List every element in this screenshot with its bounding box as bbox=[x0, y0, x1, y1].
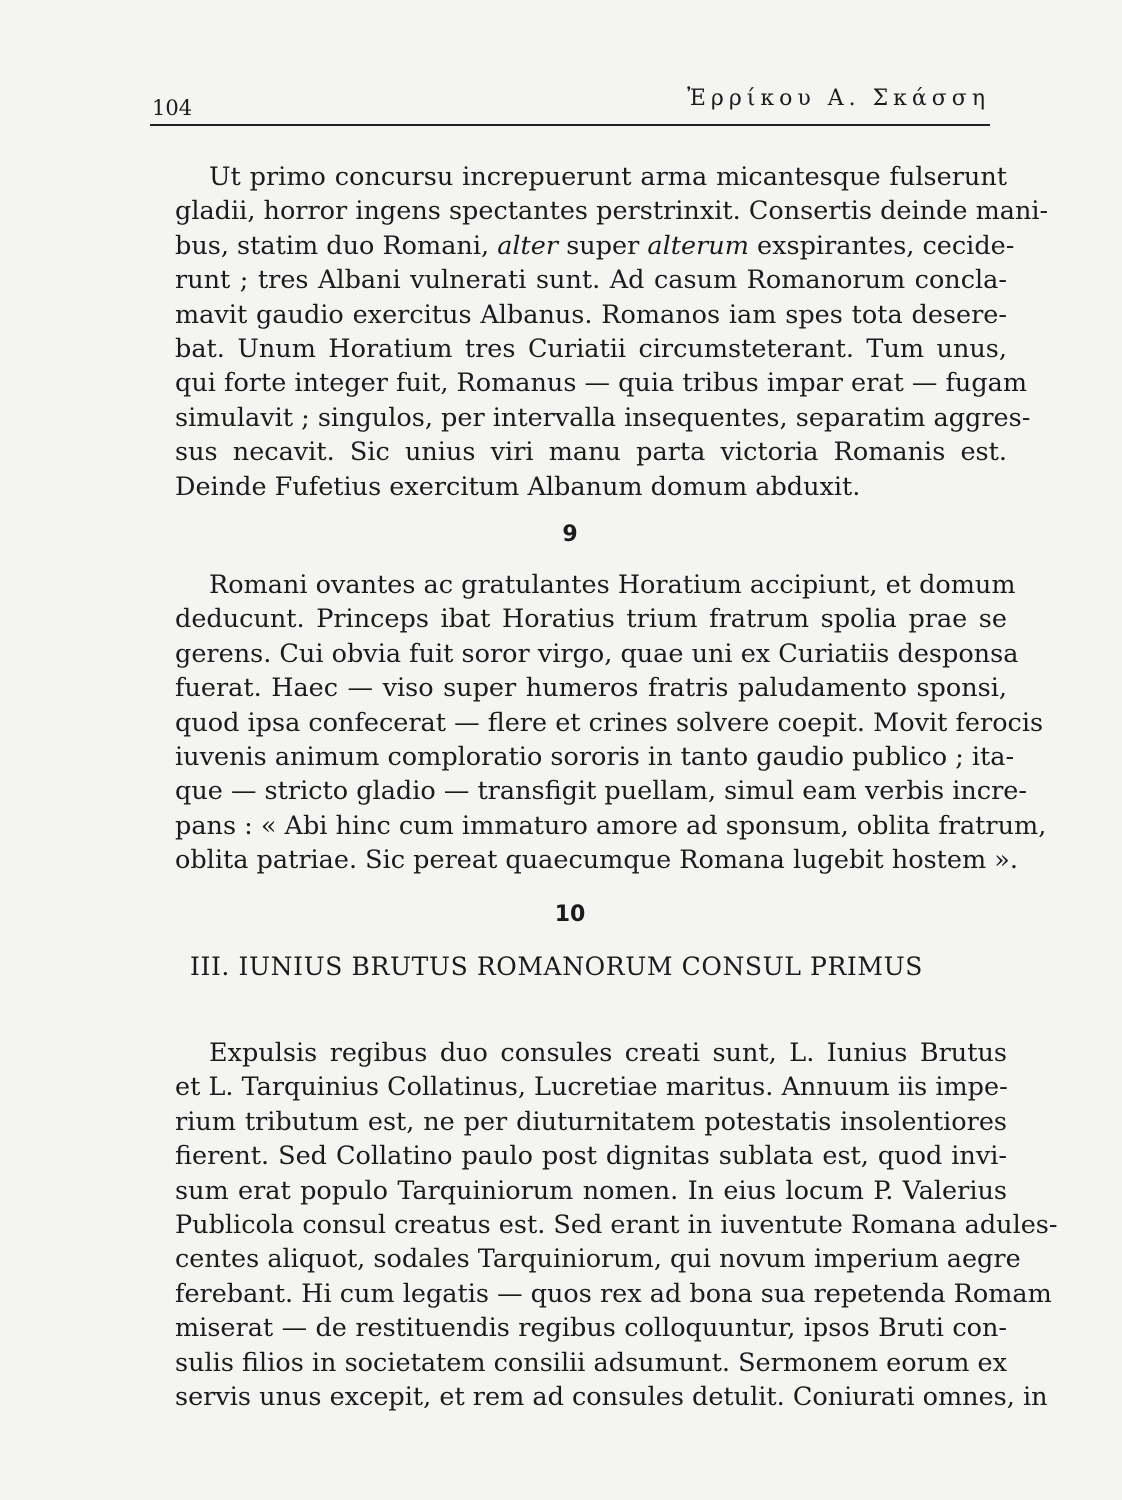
text-line: runt ; tres Albani vulnerati sunt. Ad casum Romanorum concla- bbox=[175, 265, 1007, 296]
text-line: sus necavit. Sic unius viri manu parta victoria Romanis est. bbox=[175, 437, 1007, 468]
text-line: gladii, horror ingens spectantes perstrinxit. Consertis deinde mani- bbox=[175, 196, 1049, 227]
text-line: Romani ovantes ac gratulantes Horatium accipiunt, et domum bbox=[209, 570, 1016, 600]
section-number-10: 10 bbox=[554, 902, 586, 927]
text-line: iuvenis animum comploratio sororis in tanto gaudio publico ; ita- bbox=[175, 742, 1015, 773]
text-line: qui forte integer fuit, Romanus — quia tribus impar erat — fugam bbox=[175, 368, 1028, 399]
text-line: Publicola consul creatus est. Sed erant in iuventute Romana adules- bbox=[175, 1210, 1058, 1241]
text-line: pans : « Abi hinc cum immaturo amore ad sponsum, oblita fratrum, bbox=[175, 810, 1047, 841]
text-line: oblita patriae. Sic pereat quaecumque Romana lugebit hostem ». bbox=[175, 845, 1018, 876]
text-line: Expulsis regibus duo consules creati sunt, L. Iunius Brutus bbox=[209, 1038, 1007, 1068]
text-line: ferebant. Hi cum legatis — quos rex ad bona sua repetenda Romam bbox=[175, 1278, 1052, 1309]
text-line: rium tributum est, ne per diuturnitatem potestatis insolentiores bbox=[175, 1106, 1007, 1137]
text-line: que — stricto gladio — transfigit puellam, simul eam verbis incre- bbox=[175, 776, 1027, 807]
paragraph-3 bbox=[175, 1036, 1058, 1414]
text-line: mavit gaudio exercitus Albanus. Romanos iam spes tota desere- bbox=[175, 299, 1007, 330]
text-line: sulis filios in societatem consilii adsumunt. Sermonem eorum ex bbox=[175, 1347, 1007, 1378]
paragraph-2 bbox=[175, 568, 1047, 878]
text-line: Deinde Fufetius exercitum Albanum domum abduxit. bbox=[175, 471, 861, 502]
text-line: et L. Tarquinius Collatinus, Lucretiae maritus. Annuum iis impe- bbox=[175, 1072, 1008, 1103]
text-line: gerens. Cui obvia fuit soror virgo, quae uni ex Curiatiis desponsa bbox=[175, 638, 1019, 669]
text-line: bat. Unum Horatium tres Curiatii circumsteterant. Tum unus, bbox=[175, 334, 1007, 365]
running-header bbox=[150, 86, 990, 126]
paragraph-1 bbox=[175, 160, 1049, 504]
text-line: fierent. Sed Collatino paulo post dignitas sublata est, quod invi- bbox=[175, 1141, 1007, 1172]
text-line: bus, statim duo Romani, alter super alterum exspirantes, cecide- bbox=[175, 230, 1015, 261]
text-line: deducunt. Princeps ibat Horatius trium fratrum spolia prae se bbox=[175, 604, 1007, 635]
text-line: centes aliquot, sodales Tarquiniorum, qui novum imperium aegre bbox=[175, 1244, 1021, 1275]
text-line: simulavit ; singulos, per intervalla insequentes, separatim aggres- bbox=[175, 402, 1031, 433]
text-line: quod ipsa confecerat — flere et crines solvere coepit. Movit ferocis bbox=[175, 707, 1044, 738]
running-title: Ἐρρίκου Α. Σκάσση bbox=[687, 86, 990, 111]
section-number-9: 9 bbox=[562, 522, 578, 547]
chapter-heading: III. IUNIUS BRUTUS ROMANORUM CONSUL PRIMUS bbox=[190, 952, 923, 981]
page-number: 104 bbox=[152, 96, 193, 120]
text-line: servis unus excepit, et rem ad consules detulit. Coniurati omnes, in bbox=[175, 1382, 1048, 1413]
text-line: fuerat. Haec — viso super humeros fratris paludamento sponsi, bbox=[175, 673, 1007, 704]
text-line: Ut primo concursu increpuerunt arma micantesque fulserunt bbox=[209, 162, 1007, 192]
text-line: miserat — de restituendis regibus colloquuntur, ipsos Bruti con- bbox=[175, 1313, 1007, 1344]
text-line: sum erat populo Tarquiniorum nomen. In eius locum P. Valerius bbox=[175, 1175, 1007, 1206]
